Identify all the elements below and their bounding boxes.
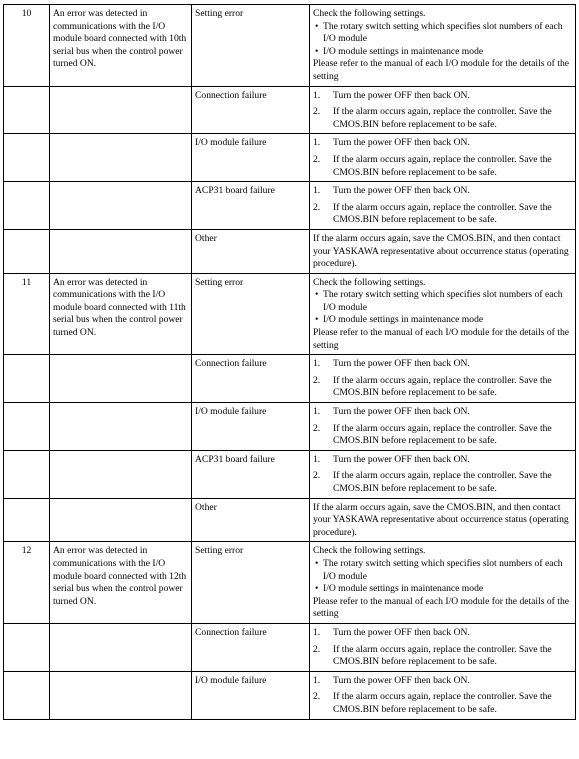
remedy-cell [310,450,576,498]
step-text: If the alarm occurs again, replace the controller. Save the CMOS.BIN before replacement to be safe. [333,422,552,447]
empty-cell [4,403,50,451]
remedy-cell [310,671,576,719]
table-row [4,403,576,451]
alarm-description: An error was detected in communications with the I/O module board connected with 10th serial bus when the control power turned ON. [50,5,192,87]
step-text: Turn the power OFF then back ON. [333,137,470,149]
table-row [4,86,576,134]
step-number: 1. [313,137,321,149]
cause-cell: I/O module failure [192,403,310,451]
step-number: 2. [313,374,321,386]
table-row [4,273,576,355]
remedy-step [313,406,572,419]
empty-cell [50,86,192,134]
alarm-number: 12 [4,542,50,624]
remedy-intro: Check the following settings. [313,545,426,557]
step-text: If the alarm occurs again, replace the controller. Save the CMOS.BIN before replacement to be safe. [333,374,552,399]
remedy-step [313,454,572,467]
empty-cell [50,623,192,671]
alarm-description: An error was detected in communications with the I/O module board connected with 11th serial bus when the control power turned ON. [50,273,192,355]
remedy-cell [310,5,576,87]
step-text: If the alarm occurs again, replace the controller. Save the CMOS.BIN before replacement to be safe. [333,201,552,226]
step-number: 1. [313,89,321,101]
cause-cell: Other [192,498,310,542]
cause-cell: Connection failure [192,623,310,671]
remedy-step [313,375,572,400]
empty-cell [50,403,192,451]
empty-cell [4,86,50,134]
remedy-step [313,675,572,688]
table-row [4,355,576,403]
step-text: If the alarm occurs again, replace the controller. Save the CMOS.BIN before replacement to be safe. [333,643,552,668]
remedy-step [313,691,572,716]
remedy-intro: Check the following settings. [313,8,426,19]
remedy-cell [310,498,576,542]
remedy-note: Please refer to the manual of each I/O module for the details of the setting [313,327,570,351]
cause-cell: Setting error [192,5,310,87]
step-text: Turn the power OFF then back ON. [333,358,470,370]
empty-cell [50,498,192,542]
step-number: 1. [313,453,321,465]
table-row [4,182,576,230]
cause-cell: Connection failure [192,86,310,134]
remedy-bullet: • I/O module settings in maintenance mode [313,314,572,327]
alarm-number: 10 [4,5,50,87]
remedy-step [313,106,572,131]
remedy-text: If the alarm occurs again, save the CMOS.BIN, and then contact your YASKAWA representative about occurrence status (operating procedure). [313,232,569,270]
cause-cell: I/O module failure [192,134,310,182]
step-text: Turn the power OFF then back ON. [333,674,470,686]
remedy-bullet: • The rotary switch setting which specifies slot numbers of each I/O module [313,289,572,314]
remedy-cell [310,134,576,182]
remedy-cell [310,229,576,273]
remedy-bullet: • I/O module settings in maintenance mode [313,46,572,59]
step-text: If the alarm occurs again, replace the controller. Save the CMOS.BIN before replacement to be safe. [333,106,552,130]
remedy-step [313,90,572,103]
step-text: If the alarm occurs again, replace the controller. Save the CMOS.BIN before replacement to be safe. [333,153,552,178]
cause-cell: Setting error [192,273,310,355]
remedy-intro: Check the following settings. [313,276,426,288]
remedy-step [313,154,572,179]
empty-cell [4,182,50,230]
remedy-cell [310,403,576,451]
empty-cell [4,623,50,671]
step-number: 2. [313,201,321,213]
cause-cell: I/O module failure [192,671,310,719]
table-row [4,5,576,87]
step-number: 2. [313,106,321,118]
cause-cell: Other [192,229,310,273]
table-row [4,450,576,498]
step-number: 2. [313,470,321,482]
empty-cell [50,182,192,230]
empty-cell [4,229,50,273]
remedy-step [313,644,572,669]
alarm-description: An error was detected in communications with the I/O module board connected with 12th serial bus when the control power turned ON. [50,542,192,624]
step-text: Turn the power OFF then back ON. [333,185,470,197]
remedy-cell [310,86,576,134]
empty-cell [50,229,192,273]
remedy-step [313,627,572,640]
remedy-cell [310,542,576,624]
table-row [4,542,576,624]
step-number: 1. [313,626,321,638]
remedy-step [313,202,572,227]
cause-cell: Setting error [192,542,310,624]
step-number: 1. [313,406,321,418]
step-number: 2. [313,422,321,434]
step-number: 1. [313,185,321,197]
empty-cell [4,134,50,182]
empty-cell [4,498,50,542]
empty-cell [50,134,192,182]
table-row [4,498,576,542]
step-text: Turn the power OFF then back ON. [333,626,470,638]
step-number: 1. [313,358,321,370]
remedy-note: Please refer to the manual of each I/O module for the details of the setting [313,595,570,620]
step-number: 2. [313,691,321,703]
empty-cell [4,355,50,403]
remedy-cell [310,623,576,671]
alarm-number: 11 [4,273,50,355]
table-row [4,229,576,273]
remedy-cell [310,273,576,355]
remedy-note: Please refer to the manual of each I/O module for the details of the setting [313,58,570,82]
cause-cell: Connection failure [192,355,310,403]
remedy-cell [310,355,576,403]
step-text: If the alarm occurs again, replace the controller. Save the CMOS.BIN before replacement to be safe. [333,470,552,494]
step-text: If the alarm occurs again, replace the controller. Save the CMOS.BIN before replacement to be safe. [333,691,552,715]
step-text: Turn the power OFF then back ON. [333,406,470,418]
remedy-step [313,185,572,198]
step-number: 1. [313,674,321,686]
table-row [4,671,576,719]
remedy-step [313,470,572,495]
remedy-step [313,358,572,371]
step-text: Turn the power OFF then back ON. [333,89,470,101]
table-row [4,134,576,182]
empty-cell [50,355,192,403]
cause-cell: ACP31 board failure [192,182,310,230]
remedy-bullet: • I/O module settings in maintenance mode [313,583,572,596]
cause-cell: ACP31 board failure [192,450,310,498]
empty-cell [50,671,192,719]
remedy-step [313,137,572,150]
empty-cell [4,450,50,498]
empty-cell [4,671,50,719]
alarm-table-body [4,5,576,720]
step-number: 2. [313,153,321,165]
alarm-table [3,4,576,720]
remedy-bullet: • The rotary switch setting which specifies slot numbers of each I/O module [313,558,572,583]
remedy-cell [310,182,576,230]
step-text: Turn the power OFF then back ON. [333,453,470,465]
step-number: 2. [313,643,321,655]
remedy-text: If the alarm occurs again, save the CMOS.BIN, and then contact your YASKAWA representative about occurrence status (operating procedure). [313,501,569,538]
remedy-bullet: • The rotary switch setting which specifies slot numbers of each I/O module [313,21,572,46]
table-row [4,623,576,671]
remedy-step [313,423,572,448]
empty-cell [50,450,192,498]
